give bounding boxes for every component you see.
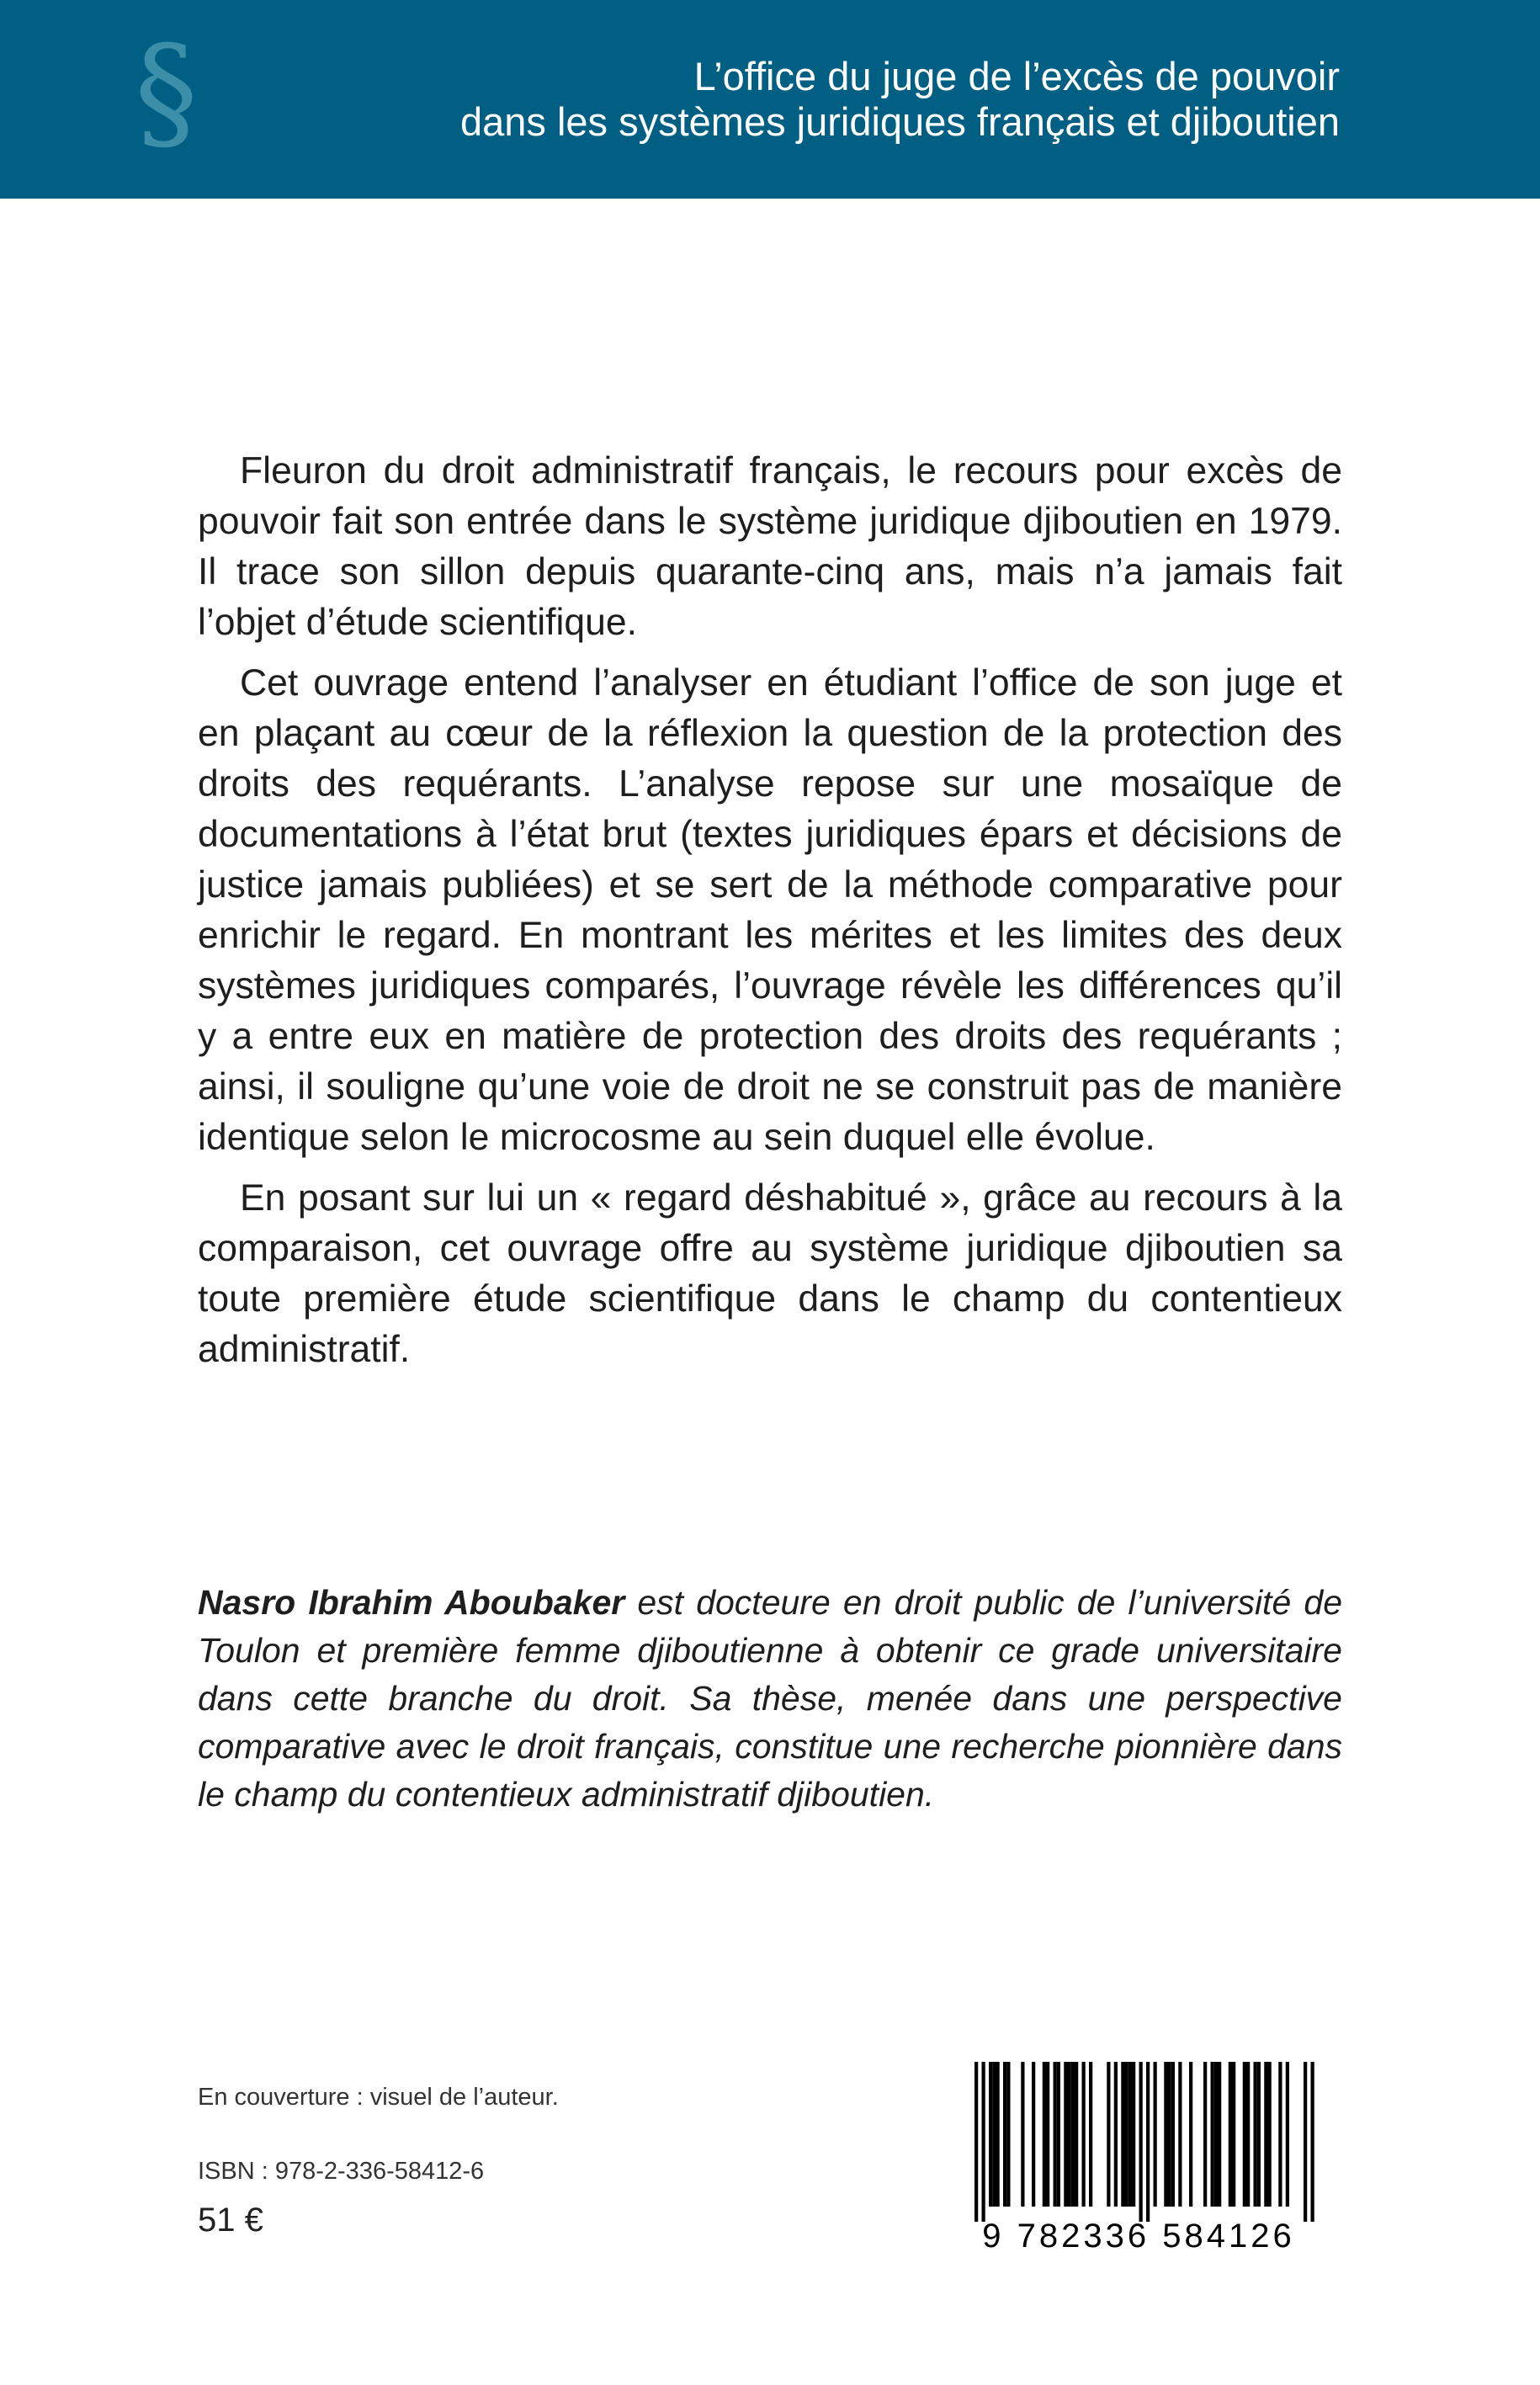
barcode-bar xyxy=(1132,2062,1135,2207)
book-title-line-2: dans les systèmes juridiques français et djiboutien xyxy=(460,99,1340,144)
summary-paragraph-1: Fleuron du droit administratif français, le recours pour excès de pouvoir fait son entrée dans le système juridique djiboutien en 1979. Il trace son sillon depuis quarante-cinq ans, mais n’a jamais fait l’objet d’étude scientifique. xyxy=(198,450,1342,643)
barcode-bar xyxy=(1257,2062,1261,2207)
summary-paragraph-2: Cet ouvrage entend l’analyser en étudiant l’office de son juge et en plaçant au cœur de la réflexion la question de la protection des droits des requérants. L’analyse repose sur une mosaïque de documentations à l’état brut (textes juridiques épars et décisions de justice jamais publiées) et se sert de la méthode comparative pour enrichir le regard. En montrant les mérites et les limites des deux systèmes juridiques comparés, l’ouvrage révèle les différences qu’il y a entre eux en matière de protection des droits des requérants ; ainsi, il souligne qu’une voie de droit ne se construit pas de manière identique selon le microcosme au sein duquel elle évolue. xyxy=(198,662,1342,1158)
barcode-bar xyxy=(1054,2062,1057,2207)
barcode-bar xyxy=(1246,2062,1250,2207)
barcode-bar xyxy=(1171,2062,1175,2207)
summary-paragraph-3: En posant sur lui un « regard déshabitué », grâce au recours à la comparaison, cet ouvrage offre au système juridique djiboutien sa toute première étude scientifique dans le champ du contentieux administratif. xyxy=(198,1177,1342,1370)
barcode-digits: 9 782336 584126 xyxy=(982,2218,1295,2252)
barcode-bar xyxy=(1278,2062,1282,2207)
barcode-bar xyxy=(1075,2062,1078,2207)
barcode-bar xyxy=(992,2062,996,2207)
cover-credit: En couverture : visuel de l’auteur. xyxy=(198,2084,559,2111)
barcode-bar xyxy=(1286,2062,1289,2207)
barcode-bar xyxy=(989,2062,992,2207)
barcode-bar xyxy=(1268,2062,1272,2207)
barcode-bar xyxy=(1164,2062,1167,2207)
book-summary xyxy=(198,446,1342,1385)
barcode-bar xyxy=(1311,2062,1314,2222)
isbn: ISBN : 978-2-336-58412-6 xyxy=(198,2158,485,2185)
barcode-bar xyxy=(1046,2062,1049,2207)
barcode-bar xyxy=(1214,2062,1218,2207)
author-name: Nasro Ibrahim Aboubaker xyxy=(198,1583,625,1622)
barcode-bar xyxy=(1114,2062,1118,2207)
barcode-bar xyxy=(1154,2062,1157,2207)
barcode-bar xyxy=(1107,2062,1110,2207)
barcode-graphic xyxy=(941,2058,1336,2252)
header-band xyxy=(0,0,1540,199)
barcode-bar xyxy=(1071,2062,1075,2207)
barcode-bar xyxy=(1121,2062,1124,2207)
barcode-bar xyxy=(982,2062,985,2222)
barcode-bar xyxy=(1043,2062,1046,2207)
barcode-bar xyxy=(1082,2062,1086,2207)
barcode-bar xyxy=(1189,2062,1192,2207)
barcode-bar xyxy=(1128,2062,1132,2207)
barcode-bar xyxy=(1168,2062,1171,2207)
author-bio-text: est docteure en droit public de l’université de Toulon et première femme djiboutienne à obtenir ce grade universitaire dans cette branche du droit. Sa thèse, menée dans une perspective comparative avec le droit français, constitue une recherche pionnière dans le champ du contentieux administratif djiboutien. xyxy=(198,1583,1342,1814)
barcode-bar xyxy=(1211,2062,1214,2207)
barcode-bar xyxy=(1089,2062,1092,2207)
price: 51 € xyxy=(198,2202,263,2239)
barcode-bar xyxy=(1021,2062,1024,2207)
barcode-bar xyxy=(1243,2062,1246,2207)
book-title xyxy=(246,54,1340,145)
barcode-bar xyxy=(996,2062,1000,2207)
barcode-bar xyxy=(1032,2062,1035,2207)
barcode-bar xyxy=(1068,2062,1071,2207)
barcode-bar xyxy=(1229,2062,1232,2207)
barcode-bar xyxy=(1125,2062,1128,2207)
book-title-line-1: L’office du juge de l’excès de pouvoir xyxy=(693,54,1340,98)
barcode-bar xyxy=(1057,2062,1060,2207)
barcode-bar xyxy=(974,2062,978,2222)
section-symbol-icon: § xyxy=(135,19,198,166)
barcode-bar xyxy=(1264,2062,1267,2207)
barcode-bar xyxy=(1232,2062,1235,2207)
author-bio xyxy=(198,1579,1342,1819)
barcode-bar xyxy=(1003,2062,1006,2207)
barcode-bar xyxy=(1254,2062,1257,2207)
barcode-bar xyxy=(1146,2062,1150,2222)
barcode-bar xyxy=(1178,2062,1182,2207)
barcode-bar xyxy=(1006,2062,1010,2207)
isbn-barcode xyxy=(941,2058,1336,2252)
barcode-bar xyxy=(1064,2062,1067,2207)
barcode-bar xyxy=(1139,2062,1143,2222)
barcode-bar xyxy=(1203,2062,1207,2207)
barcode-bar xyxy=(1218,2062,1221,2207)
barcode-bar xyxy=(1304,2062,1307,2222)
